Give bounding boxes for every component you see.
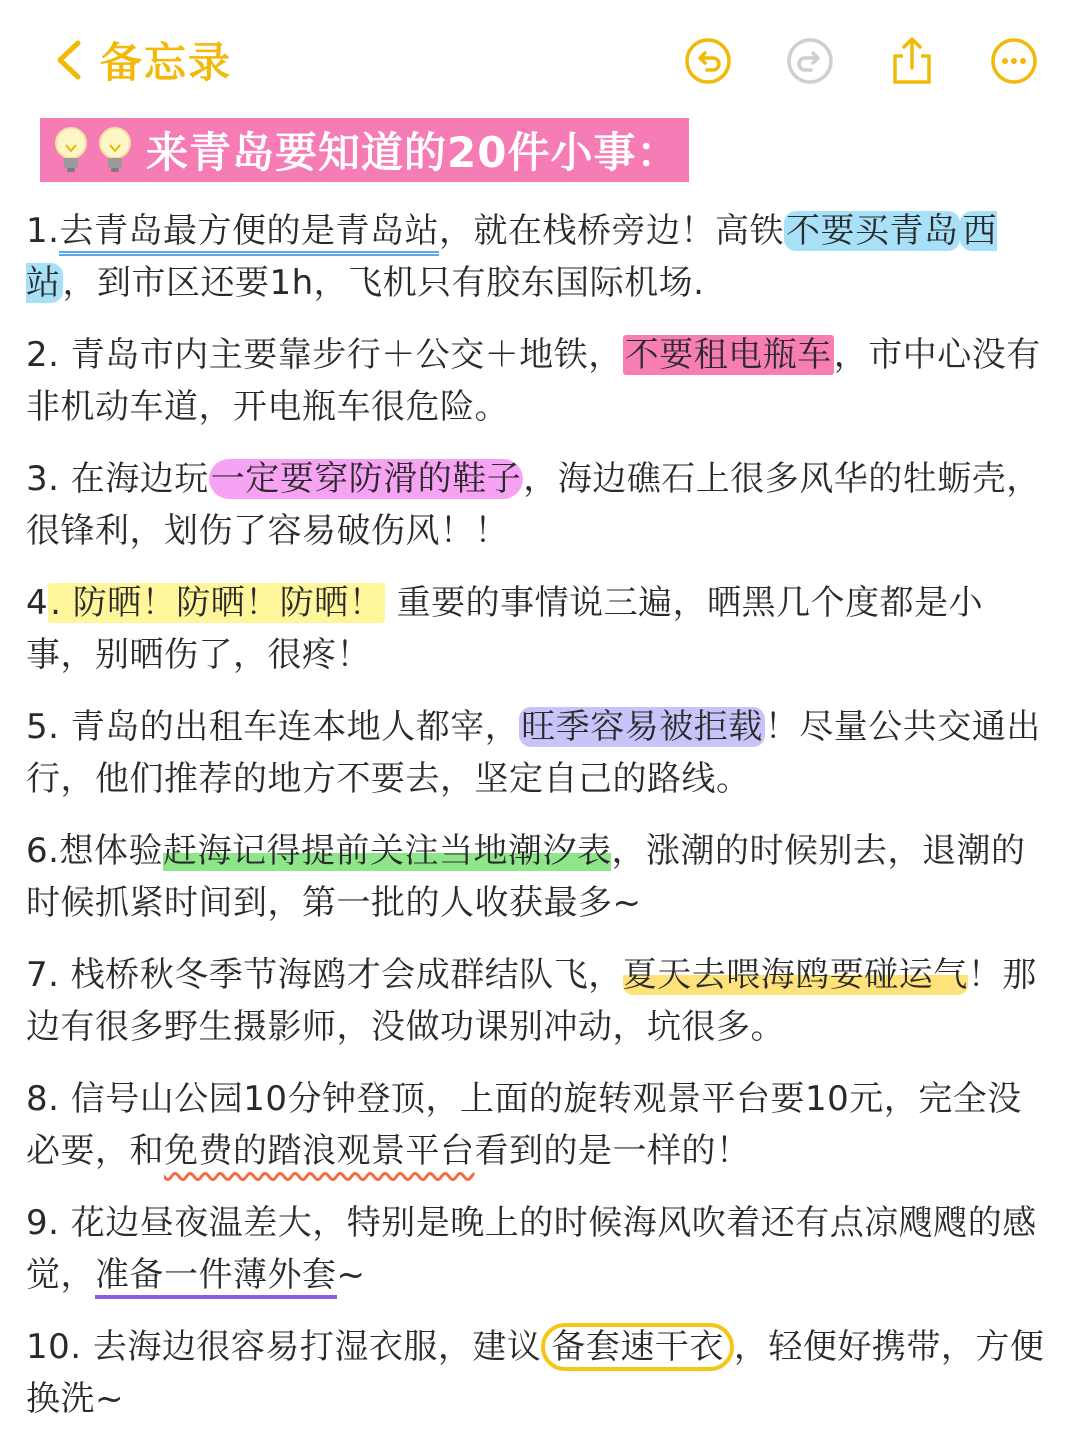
highlighted-text: 西站	[26, 211, 997, 303]
list-item: 8. 信号山公园10分钟登顶，上面的旋转观景平台要10元，完全没必要，和免费的踏浪观景平台看到的是一样的！	[26, 1079, 1022, 1171]
share-button[interactable]	[887, 36, 937, 86]
back-button[interactable]	[52, 30, 232, 90]
more-button[interactable]	[989, 36, 1039, 86]
highlighted-text: 不要租电瓶车	[624, 335, 832, 375]
share-icon	[887, 36, 937, 86]
redo-icon	[785, 36, 835, 86]
list-item: 9. 花边昼夜温差大，特别是晚上的时候海风吹着还有点凉飕飕的感觉，准备一件薄外套~	[26, 1197, 1051, 1301]
redo-button[interactable]	[785, 36, 835, 86]
list-item: 2. 青岛市内主要靠步行＋公交＋地铁，不要租电瓶车，市中心没有非机动车道，开电瓶车很危险。	[26, 335, 1041, 427]
undo-button[interactable]	[683, 36, 733, 86]
list-item: 4. 防晒！防晒！防晒！ 重要的事情说三遍，晒黑几个度都是小事，别晒伤了，很疼！	[26, 583, 984, 675]
underlined-text: 准备一件薄外套	[95, 1255, 337, 1299]
lightbulb-icon	[52, 125, 90, 175]
undo-icon	[683, 36, 733, 86]
highlighted-text: 不要买青岛	[785, 211, 959, 251]
note-title: 来青岛要知道的20件小事：	[146, 128, 680, 177]
highlighted-text: 一定要穿防滑的鞋子	[210, 459, 522, 499]
underlined-text: 免费的踏浪观景平台	[164, 1131, 475, 1171]
lightbulb-icon	[96, 125, 134, 175]
highlighted-text: 赶海记得提前关注当地潮汐表	[162, 831, 612, 871]
highlighted-text: 旺季容易被拒载	[521, 707, 763, 747]
highlighted-text: . 防晒！防晒！防晒！	[50, 583, 384, 623]
back-label: 备忘录	[100, 38, 233, 87]
list-item: 7. 栈桥秋冬季节海鸥才会成群结队飞，夏天去喂海鸥要碰运气！那边有很多野生摄影师，没做功课别冲动，坑很多。	[26, 955, 1037, 1047]
circled-text: 备套速干衣	[541, 1323, 734, 1371]
list-item: 3. 在海边玩一定要穿防滑的鞋子，海边礁石上很多风华的牡蛎壳，很锋利，划伤了容易破伤风！！	[26, 459, 1041, 551]
more-icon	[989, 36, 1039, 86]
list-item: 5. 青岛的出租车连本地人都宰，旺季容易被拒载！尽量公共交通出行，他们推荐的地方不要去，坚定自己的路线。	[26, 707, 1041, 799]
toolbar	[0, 0, 1080, 110]
note-title-banner	[40, 118, 689, 182]
list-item: 6.想体验赶海记得提前关注当地潮汐表，涨潮的时候别去，退潮的时候抓紧时间到，第一批的人收获最多~	[26, 831, 1026, 923]
back-chevron-icon	[52, 37, 86, 83]
underlined-text: 去青岛最方便的是青岛站	[59, 211, 439, 256]
list-item: 1.去青岛最方便的是青岛站，就在栈桥旁边！高铁不要买青岛 西站，到市区还要1h，飞机只有胶东国际机场.	[26, 211, 997, 303]
note-body[interactable]	[26, 205, 1051, 1445]
highlighted-text: 夏天去喂海鸥要碰运气	[622, 955, 968, 995]
list-item: 10. 去海边很容易打湿衣服，建议 备套速干衣 ，轻便好携带，方便换洗~	[26, 1321, 1051, 1425]
